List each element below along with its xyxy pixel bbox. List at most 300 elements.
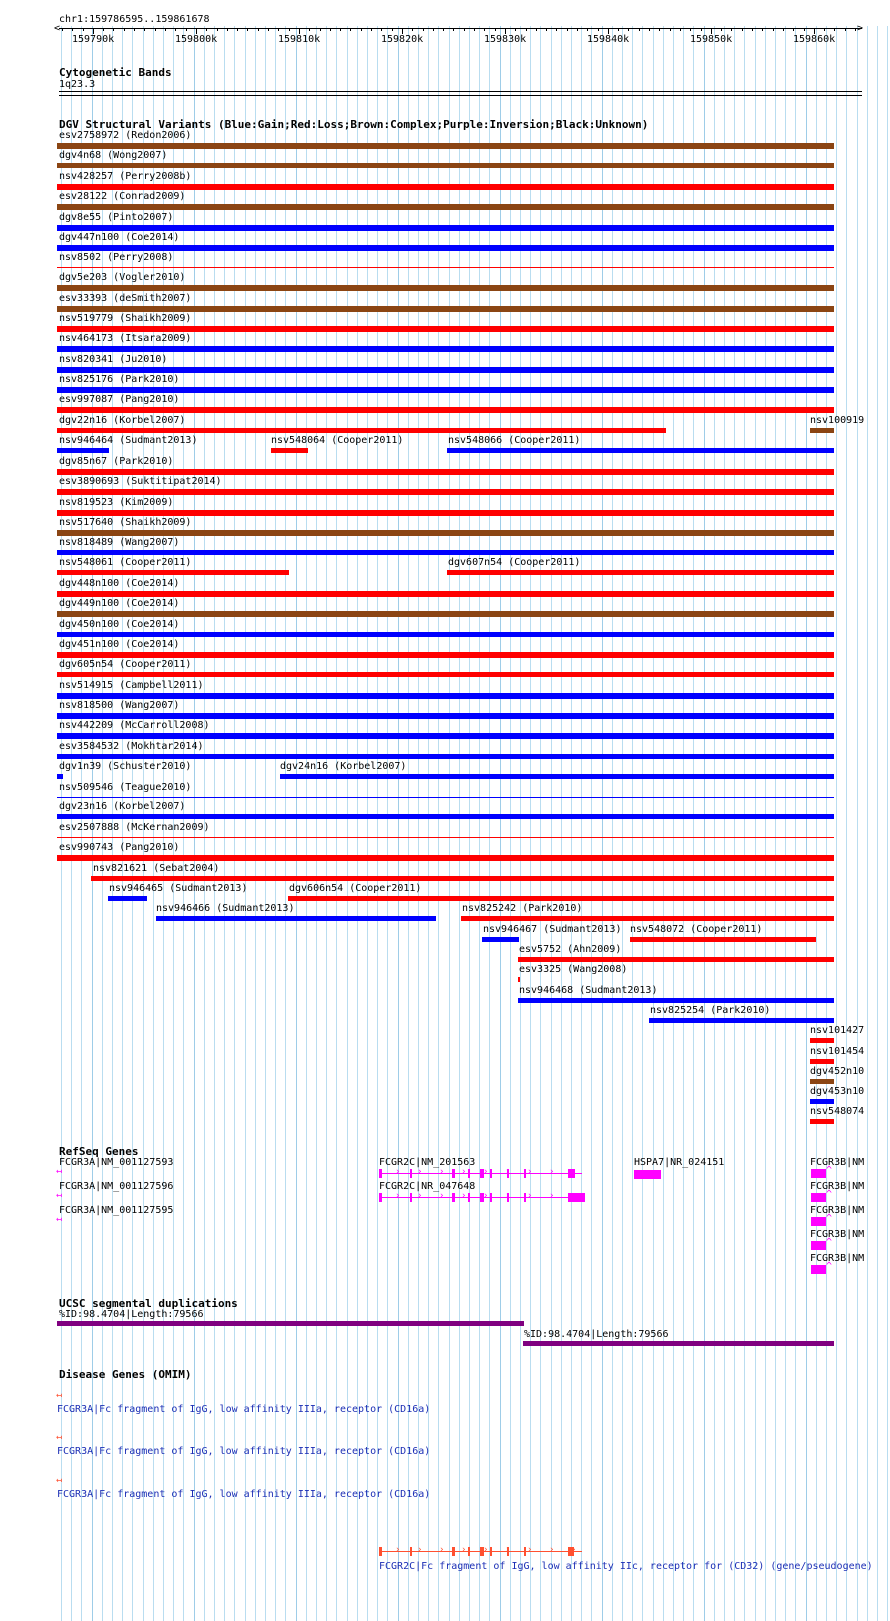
dgv-variant-bar[interactable] bbox=[57, 326, 834, 332]
grid-line bbox=[663, 26, 664, 1621]
dgv-variant-bar[interactable] bbox=[810, 1059, 834, 1064]
dgv-variant-bar[interactable] bbox=[57, 285, 834, 291]
dgv-variant-bar[interactable] bbox=[57, 204, 834, 210]
dgv-variant-label[interactable]: dgv452n10 bbox=[810, 1066, 865, 1077]
gene-direction-chevron-icon: › bbox=[483, 1191, 489, 1201]
gene-exon[interactable] bbox=[811, 1265, 826, 1274]
gene-exon[interactable] bbox=[410, 1169, 412, 1178]
ruler-minor-tick bbox=[526, 28, 527, 31]
grid-line bbox=[459, 26, 460, 1621]
dgv-variant-label[interactable]: nsv509546 (Teague2010) bbox=[59, 782, 192, 793]
ruler-minor-tick bbox=[175, 28, 176, 31]
cytoband-label[interactable]: 1q23.3 bbox=[59, 79, 96, 90]
cytoband-line-bottom bbox=[59, 95, 862, 96]
dgv-variant-label[interactable]: dgv85n67 (Park2010) bbox=[59, 456, 174, 467]
dgv-variant-label[interactable]: esv2758972 (Redon2006) bbox=[59, 130, 192, 141]
omim-gene-label[interactable]: FCGR3A|Fc fragment of IgG, low affinity IIIa, receptor (CD16a) bbox=[57, 1489, 431, 1500]
dgv-variant-label[interactable]: esv3584532 (Mokhtar2014) bbox=[59, 741, 204, 752]
dgv-variant-label[interactable]: nsv519779 (Shaikh2009) bbox=[59, 313, 192, 324]
refseq-gene-label[interactable]: FCGR3A|NM_001127593 bbox=[59, 1157, 174, 1168]
grid-line bbox=[377, 26, 378, 1621]
dgv-variant-label[interactable]: nsv101454 bbox=[810, 1046, 865, 1057]
dgv-variant-label[interactable]: nsv821621 (Sebat2004) bbox=[93, 863, 220, 874]
ruler-minor-tick bbox=[855, 28, 856, 31]
dgv-variant-bar[interactable] bbox=[57, 163, 834, 168]
dgv-variant-label[interactable]: nsv517640 (Shaikh2009) bbox=[59, 517, 192, 528]
refseq-gene-label[interactable]: FCGR3B|NM bbox=[810, 1205, 865, 1216]
dgv-variant-bar[interactable] bbox=[57, 367, 834, 373]
ruler-minor-tick bbox=[464, 28, 465, 31]
ruler-minor-tick bbox=[72, 28, 73, 31]
grid-line bbox=[510, 26, 511, 1621]
gene-exon[interactable] bbox=[524, 1193, 526, 1202]
dgv-variant-label[interactable]: nsv548066 (Cooper2011) bbox=[448, 435, 581, 446]
ruler-minor-tick bbox=[289, 28, 290, 31]
refseq-gene-label[interactable]: FCGR2C|NR_047648 bbox=[379, 1181, 476, 1192]
grid-line bbox=[714, 26, 715, 1621]
omim-exon[interactable] bbox=[452, 1547, 455, 1556]
ruler-minor-tick bbox=[690, 28, 691, 31]
grid-line bbox=[591, 26, 592, 1621]
grid-line bbox=[816, 26, 817, 1621]
grid-line bbox=[520, 26, 521, 1621]
dgv-variant-label[interactable]: dgv607n54 (Cooper2011) bbox=[448, 557, 581, 568]
dgv-variant-bar[interactable] bbox=[810, 1119, 834, 1124]
dgv-variant-label[interactable]: nsv825242 (Park2010) bbox=[462, 903, 583, 914]
ruler-minor-tick bbox=[402, 28, 403, 31]
dgv-variant-bar[interactable] bbox=[810, 428, 834, 433]
dgv-variant-bar[interactable] bbox=[57, 245, 834, 251]
omim-exon[interactable] bbox=[468, 1547, 470, 1556]
gene-exon[interactable] bbox=[490, 1193, 492, 1202]
ruler-minor-tick bbox=[587, 28, 588, 31]
dgv-variant-bar[interactable] bbox=[57, 428, 666, 433]
ruler-tick-label: 159840k bbox=[587, 34, 630, 45]
dgv-variant-label[interactable]: dgv24n16 (Korbel2007) bbox=[280, 761, 407, 772]
dgv-variant-bar[interactable] bbox=[810, 1099, 834, 1104]
ruler-minor-tick bbox=[340, 28, 341, 31]
dgv-variant-label[interactable]: dgv23n16 (Korbel2007) bbox=[59, 801, 186, 812]
grid-line bbox=[540, 26, 541, 1621]
dgv-variant-bar[interactable] bbox=[288, 896, 834, 901]
dgv-variant-bar[interactable] bbox=[57, 510, 834, 516]
omim-gene-label[interactable]: FCGR2C|Fc fragment of IgG, low affinity IIc, receptor for (CD32) (gene/pseudogene) bbox=[379, 1561, 873, 1572]
segdup-bar[interactable] bbox=[57, 1321, 524, 1326]
dgv-variant-label[interactable]: esv990743 (Pang2010) bbox=[59, 842, 180, 853]
dgv-variant-label[interactable]: nsv819523 (Kim2009) bbox=[59, 497, 174, 508]
dgv-variant-label[interactable]: dgv5e203 (Vogler2010) bbox=[59, 272, 186, 283]
grid-line bbox=[877, 26, 878, 1621]
ruler-minor-tick bbox=[762, 28, 763, 31]
dgv-variant-label[interactable]: dgv447n100 (Coe2014) bbox=[59, 232, 180, 243]
gene-exon[interactable] bbox=[468, 1193, 470, 1202]
omim-direction-chevron-icon: › bbox=[505, 1545, 511, 1555]
gene-exon[interactable] bbox=[452, 1193, 455, 1202]
cytoband-line-top bbox=[59, 91, 862, 92]
grid-line bbox=[571, 26, 572, 1621]
gene-exon[interactable] bbox=[811, 1193, 826, 1202]
ruler-minor-tick bbox=[268, 28, 269, 31]
dgv-variant-bar[interactable] bbox=[461, 916, 834, 921]
dgv-variant-label[interactable]: dgv450n100 (Coe2014) bbox=[59, 619, 180, 630]
dgv-variant-bar[interactable] bbox=[57, 143, 834, 149]
gene-direction-chevron-icon: › bbox=[417, 1167, 423, 1177]
segdup-bar[interactable] bbox=[523, 1341, 834, 1346]
gene-exon[interactable] bbox=[379, 1193, 382, 1202]
dgv-variant-label[interactable]: nsv8502 (Perry2008) bbox=[59, 252, 174, 263]
grid-line bbox=[785, 26, 786, 1621]
omim-exon[interactable] bbox=[490, 1547, 492, 1556]
dgv-variant-bar[interactable] bbox=[57, 797, 834, 798]
dgv-variant-label[interactable]: esv2507888 (McKernan2009) bbox=[59, 822, 210, 833]
refseq-gene-label[interactable]: FCGR3B|NM bbox=[810, 1229, 865, 1240]
dgv-variant-label[interactable]: nsv100919 bbox=[810, 415, 865, 426]
gene-exon[interactable] bbox=[490, 1169, 492, 1178]
dgv-variant-bar[interactable] bbox=[280, 774, 834, 779]
ruler-minor-tick bbox=[83, 28, 84, 31]
ruler-minor-tick bbox=[536, 28, 537, 31]
dgv-variant-label[interactable]: nsv946467 (Sudmant2013) bbox=[483, 924, 622, 935]
ruler-minor-tick bbox=[814, 28, 815, 31]
omim-direction-chevron-icon: › bbox=[461, 1545, 467, 1555]
dgv-variant-label[interactable]: nsv946466 (Sudmant2013) bbox=[156, 903, 295, 914]
ruler-minor-tick bbox=[505, 28, 506, 31]
grid-line bbox=[285, 26, 286, 1621]
ruler-minor-tick bbox=[165, 28, 166, 31]
dgv-variant-bar[interactable] bbox=[518, 998, 834, 1003]
ruler-minor-tick bbox=[196, 28, 197, 31]
dgv-variant-label[interactable]: nsv464173 (Itsara2009) bbox=[59, 333, 192, 344]
refseq-track-title: RefSeq Genes bbox=[59, 1145, 139, 1158]
dgv-variant-bar[interactable] bbox=[447, 448, 834, 453]
ruler-minor-tick bbox=[649, 28, 650, 31]
gene-direction-chevron-icon: › bbox=[505, 1191, 511, 1201]
ruler-minor-tick bbox=[804, 28, 805, 31]
omim-gene-label[interactable]: FCGR3A|Fc fragment of IgG, low affinity IIIa, receptor (CD16a) bbox=[57, 1404, 431, 1415]
grid-line bbox=[245, 26, 246, 1621]
ruler-minor-tick bbox=[824, 28, 825, 31]
ruler-minor-tick bbox=[186, 28, 187, 31]
dgv-variant-bar[interactable] bbox=[271, 448, 308, 453]
ruler-minor-tick bbox=[423, 28, 424, 31]
grid-line bbox=[683, 26, 684, 1621]
grid-line bbox=[306, 26, 307, 1621]
dgv-variant-label[interactable]: dgv449n100 (Coe2014) bbox=[59, 598, 180, 609]
dgv-variant-bar[interactable] bbox=[57, 469, 834, 475]
dgv-variant-bar[interactable] bbox=[57, 306, 834, 312]
gene-direction-chevron-icon: › bbox=[527, 1167, 533, 1177]
dgv-variant-label[interactable]: nsv825254 (Park2010) bbox=[650, 1005, 771, 1016]
omim-track-title: Disease Genes (OMIM) bbox=[59, 1368, 192, 1381]
dgv-variant-label[interactable]: dgv605n54 (Cooper2011) bbox=[59, 659, 192, 670]
ruler-minor-tick bbox=[670, 28, 671, 31]
dgv-variant-bar[interactable] bbox=[57, 489, 834, 495]
grid-line bbox=[326, 26, 327, 1621]
dgv-variant-bar[interactable] bbox=[630, 937, 816, 942]
dgv-variant-bar[interactable] bbox=[57, 713, 834, 719]
ruler-tick-label: 159810k bbox=[278, 34, 321, 45]
dgv-variant-bar[interactable] bbox=[57, 774, 63, 779]
dgv-variant-bar[interactable] bbox=[57, 407, 834, 413]
dgv-variant-bar[interactable] bbox=[810, 1038, 834, 1043]
segdup-label[interactable]: %ID:98.4704|Length:79566 bbox=[59, 1309, 204, 1320]
grid-line bbox=[602, 26, 603, 1621]
gene-strand-arrow-icon[interactable]: ↤ bbox=[56, 1214, 63, 1225]
ruler-minor-tick bbox=[515, 28, 516, 31]
dgv-variant-label[interactable]: nsv946468 (Sudmant2013) bbox=[519, 985, 658, 996]
ruler-right-arrow-icon: > bbox=[857, 23, 864, 34]
grid-line bbox=[765, 26, 766, 1621]
ruler-minor-tick bbox=[701, 28, 702, 31]
gene-exon[interactable] bbox=[811, 1241, 826, 1250]
omim-direction-chevron-icon: › bbox=[571, 1545, 577, 1555]
grid-line bbox=[867, 26, 868, 1621]
gene-direction-chevron-icon: ^ bbox=[826, 1237, 833, 1248]
dgv-variant-bar[interactable] bbox=[57, 733, 834, 739]
grid-line bbox=[347, 26, 348, 1621]
dgv-variant-bar[interactable] bbox=[57, 550, 834, 555]
ruler-minor-tick bbox=[556, 28, 557, 31]
ruler-minor-tick bbox=[628, 28, 629, 31]
gene-exon[interactable] bbox=[811, 1217, 826, 1226]
dgv-variant-bar[interactable] bbox=[57, 448, 109, 453]
dgv-variant-bar[interactable] bbox=[57, 814, 834, 819]
ruler-tick-label: 159800k bbox=[175, 34, 218, 45]
ruler-minor-tick bbox=[206, 28, 207, 31]
ruler-minor-tick bbox=[773, 28, 774, 31]
dgv-variant-bar[interactable] bbox=[57, 672, 834, 677]
dgv-variant-bar[interactable] bbox=[108, 896, 147, 901]
gene-strand-arrow-icon[interactable]: ↤ bbox=[56, 1166, 63, 1177]
ruler-minor-tick bbox=[330, 28, 331, 31]
gene-direction-chevron-icon: › bbox=[439, 1167, 445, 1177]
grid-line bbox=[693, 26, 694, 1621]
refseq-gene-label[interactable]: FCGR3B|NM bbox=[810, 1157, 865, 1168]
grid-line bbox=[755, 26, 756, 1621]
refseq-gene-label[interactable]: FCGR3B|NM bbox=[810, 1181, 865, 1192]
ruler-minor-tick bbox=[361, 28, 362, 31]
dgv-track-title: DGV Structural Variants (Blue:Gain;Red:Loss;Brown:Complex;Purple:Inversion;Black:Unknown) bbox=[59, 118, 649, 131]
dgv-variant-bar[interactable] bbox=[447, 570, 834, 575]
dgv-variant-bar[interactable] bbox=[57, 570, 289, 575]
dgv-variant-label[interactable]: dgv606n54 (Cooper2011) bbox=[289, 883, 422, 894]
ruler-minor-tick bbox=[155, 28, 156, 31]
dgv-variant-bar[interactable] bbox=[57, 530, 834, 536]
dgv-variant-label[interactable]: nsv548074 bbox=[810, 1106, 865, 1117]
dgv-variant-bar[interactable] bbox=[57, 693, 834, 699]
gene-exon[interactable] bbox=[410, 1193, 412, 1202]
gene-direction-chevron-icon: › bbox=[549, 1167, 555, 1177]
dgv-variant-label[interactable]: nsv818489 (Wang2007) bbox=[59, 537, 180, 548]
ruler-tick-label: 159820k bbox=[381, 34, 424, 45]
grid-line bbox=[612, 26, 613, 1621]
grid-line bbox=[846, 26, 847, 1621]
dgv-variant-bar[interactable] bbox=[482, 937, 519, 942]
ruler-minor-tick bbox=[237, 28, 238, 31]
dgv-variant-bar[interactable] bbox=[57, 837, 834, 838]
gene-direction-chevron-icon: ^ bbox=[826, 1165, 833, 1176]
ruler-minor-tick bbox=[546, 28, 547, 31]
ruler-minor-tick bbox=[144, 28, 145, 31]
dgv-variant-label[interactable]: esv5752 (Ahn2009) bbox=[519, 944, 622, 955]
dgv-variant-bar[interactable] bbox=[57, 267, 834, 268]
ruler-minor-tick bbox=[834, 28, 835, 31]
omim-direction-chevron-icon: › bbox=[417, 1545, 423, 1555]
dgv-variant-label[interactable]: nsv825176 (Park2010) bbox=[59, 374, 180, 385]
dgv-variant-label[interactable]: dgv1n39 (Schuster2010) bbox=[59, 761, 192, 772]
gene-exon[interactable] bbox=[811, 1169, 826, 1178]
ruler-minor-tick bbox=[567, 28, 568, 31]
dgv-variant-label[interactable]: esv3325 (Wang2008) bbox=[519, 964, 628, 975]
grid-line bbox=[642, 26, 643, 1621]
gene-direction-chevron-icon: › bbox=[461, 1167, 467, 1177]
dgv-variant-bar[interactable] bbox=[57, 346, 834, 352]
ruler-minor-tick bbox=[443, 28, 444, 31]
gene-direction-chevron-icon: › bbox=[395, 1167, 401, 1177]
dgv-variant-label[interactable]: nsv101427 bbox=[810, 1025, 865, 1036]
gene-exon[interactable] bbox=[379, 1169, 382, 1178]
grid-line bbox=[704, 26, 705, 1621]
grid-line bbox=[265, 26, 266, 1621]
omim-gene-label[interactable]: FCGR3A|Fc fragment of IgG, low affinity IIIa, receptor (CD16a) bbox=[57, 1446, 431, 1457]
ruler-minor-tick bbox=[309, 28, 310, 31]
dgv-variant-label[interactable]: nsv428257 (Perry2008b) bbox=[59, 171, 192, 182]
omim-strand-arrow-icon[interactable]: ↤ bbox=[56, 1475, 63, 1486]
grid-line bbox=[826, 26, 827, 1621]
dgv-variant-bar[interactable] bbox=[649, 1018, 834, 1023]
grid-line bbox=[438, 26, 439, 1621]
refseq-gene-label[interactable]: FCGR2C|NM_201563 bbox=[379, 1157, 476, 1168]
dgv-variant-bar[interactable] bbox=[57, 855, 834, 861]
omim-exon[interactable] bbox=[410, 1547, 412, 1556]
dgv-variant-bar[interactable] bbox=[518, 957, 834, 962]
gene-exon[interactable] bbox=[634, 1170, 661, 1179]
dgv-variant-label[interactable]: nsv820341 (Ju2010) bbox=[59, 354, 168, 365]
segdup-label[interactable]: %ID:98.4704|Length:79566 bbox=[524, 1329, 669, 1340]
grid-line bbox=[806, 26, 807, 1621]
ruler-minor-tick bbox=[412, 28, 413, 31]
ruler-minor-tick bbox=[484, 28, 485, 31]
omim-strand-arrow-icon[interactable]: ↤ bbox=[56, 1432, 63, 1443]
gene-direction-chevron-icon: ^ bbox=[826, 1261, 833, 1272]
gene-strand-arrow-icon[interactable]: ↤ bbox=[56, 1190, 63, 1201]
grid-line bbox=[734, 26, 735, 1621]
omim-strand-arrow-icon[interactable]: ↤ bbox=[56, 1390, 63, 1401]
omim-exon[interactable] bbox=[524, 1547, 526, 1556]
dgv-variant-label[interactable]: dgv453n10 bbox=[810, 1086, 865, 1097]
dgv-variant-bar[interactable] bbox=[57, 632, 834, 637]
dgv-variant-label[interactable]: esv3890693 (Suktitipat2014) bbox=[59, 476, 222, 487]
ruler-minor-tick bbox=[474, 28, 475, 31]
locus-label: chr1:159786595..159861678 bbox=[59, 14, 210, 25]
dgv-variant-label[interactable]: dgv451n100 (Coe2014) bbox=[59, 639, 180, 650]
dgv-variant-label[interactable]: esv33393 (deSmith2007) bbox=[59, 293, 192, 304]
grid-line bbox=[836, 26, 837, 1621]
cytoband-title: Cytogenetic Bands bbox=[59, 66, 172, 79]
dgv-variant-bar[interactable] bbox=[57, 591, 834, 597]
dgv-variant-label[interactable]: nsv442209 (McCarroll2008) bbox=[59, 720, 210, 731]
ruler-tick-label: 159860k bbox=[793, 34, 836, 45]
grid-line bbox=[724, 26, 725, 1621]
ruler-minor-tick bbox=[392, 28, 393, 31]
omim-direction-chevron-icon: › bbox=[483, 1545, 489, 1555]
dgv-variant-label[interactable]: dgv22n16 (Korbel2007) bbox=[59, 415, 186, 426]
gene-direction-chevron-icon: › bbox=[505, 1167, 511, 1177]
dgv-variant-bar[interactable] bbox=[57, 387, 834, 393]
ruler-tick-label: 159830k bbox=[484, 34, 527, 45]
gene-exon[interactable] bbox=[468, 1169, 470, 1178]
grid-line bbox=[479, 26, 480, 1621]
gene-direction-chevron-icon: › bbox=[571, 1191, 577, 1201]
dgv-variant-label[interactable]: esv28122 (Conrad2009) bbox=[59, 191, 186, 202]
dgv-variant-label[interactable]: nsv548064 (Cooper2011) bbox=[271, 435, 404, 446]
ruler-minor-tick bbox=[381, 28, 382, 31]
ruler-minor-tick bbox=[124, 28, 125, 31]
refseq-gene-label[interactable]: FCGR3A|NM_001127596 bbox=[59, 1181, 174, 1192]
grid-line bbox=[408, 26, 409, 1621]
refseq-gene-label[interactable]: FCGR3A|NM_001127595 bbox=[59, 1205, 174, 1216]
omim-direction-chevron-icon: › bbox=[395, 1545, 401, 1555]
dgv-variant-label[interactable]: nsv946464 (Sudmant2013) bbox=[59, 435, 198, 446]
grid-line bbox=[622, 26, 623, 1621]
grid-line bbox=[653, 26, 654, 1621]
ruler-minor-tick bbox=[113, 28, 114, 31]
dgv-variant-bar[interactable] bbox=[156, 916, 436, 921]
dgv-variant-label[interactable]: nsv946465 (Sudmant2013) bbox=[109, 883, 248, 894]
omim-exon[interactable] bbox=[379, 1547, 382, 1556]
omim-direction-chevron-icon: › bbox=[549, 1545, 555, 1555]
dgv-variant-bar[interactable] bbox=[57, 652, 834, 658]
dgv-variant-label[interactable]: esv997087 (Pang2010) bbox=[59, 394, 180, 405]
omim-direction-chevron-icon: › bbox=[527, 1545, 533, 1555]
dgv-variant-bar[interactable] bbox=[91, 876, 834, 881]
gene-direction-chevron-icon: ^ bbox=[826, 1213, 833, 1224]
grid-line bbox=[357, 26, 358, 1621]
refseq-gene-label[interactable]: FCGR3B|NM bbox=[810, 1253, 865, 1264]
gene-direction-chevron-icon: › bbox=[571, 1167, 577, 1177]
gene-direction-chevron-icon: › bbox=[395, 1191, 401, 1201]
dgv-variant-label[interactable]: nsv818500 (Wang2007) bbox=[59, 700, 180, 711]
ruler-minor-tick bbox=[433, 28, 434, 31]
ruler-minor-tick bbox=[618, 28, 619, 31]
dgv-variant-bar[interactable] bbox=[57, 184, 834, 190]
dgv-variant-bar[interactable] bbox=[57, 225, 834, 231]
dgv-variant-label[interactable]: dgv4n68 (Wong2007) bbox=[59, 150, 168, 161]
dgv-variant-bar[interactable] bbox=[810, 1079, 834, 1084]
dgv-variant-label[interactable]: nsv548061 (Cooper2011) bbox=[59, 557, 192, 568]
dgv-variant-label[interactable]: dgv8e55 (Pinto2007) bbox=[59, 212, 174, 223]
ruler-minor-tick bbox=[258, 28, 259, 31]
refseq-gene-label[interactable]: HSPA7|NR_024151 bbox=[634, 1157, 725, 1168]
grid-line bbox=[255, 26, 256, 1621]
grid-line bbox=[367, 26, 368, 1621]
gene-exon[interactable] bbox=[452, 1169, 455, 1178]
dgv-variant-bar[interactable] bbox=[57, 754, 834, 759]
grid-line bbox=[275, 26, 276, 1621]
gene-exon[interactable] bbox=[524, 1169, 526, 1178]
grid-line bbox=[549, 26, 555, 1621]
ruler-tick-label: 159850k bbox=[690, 34, 733, 45]
dgv-variant-bar[interactable] bbox=[57, 611, 834, 617]
ruler-minor-tick bbox=[495, 28, 496, 31]
dgv-variant-label[interactable]: dgv448n100 (Coe2014) bbox=[59, 578, 180, 589]
dgv-variant-label[interactable]: nsv548072 (Cooper2011) bbox=[630, 924, 763, 935]
dgv-variant-label[interactable]: nsv514915 (Campbell2011) bbox=[59, 680, 204, 691]
grid-line bbox=[744, 26, 745, 1621]
ruler-minor-tick bbox=[845, 28, 846, 31]
dgv-variant-bar[interactable] bbox=[518, 977, 520, 982]
grid-line bbox=[887, 26, 888, 1621]
